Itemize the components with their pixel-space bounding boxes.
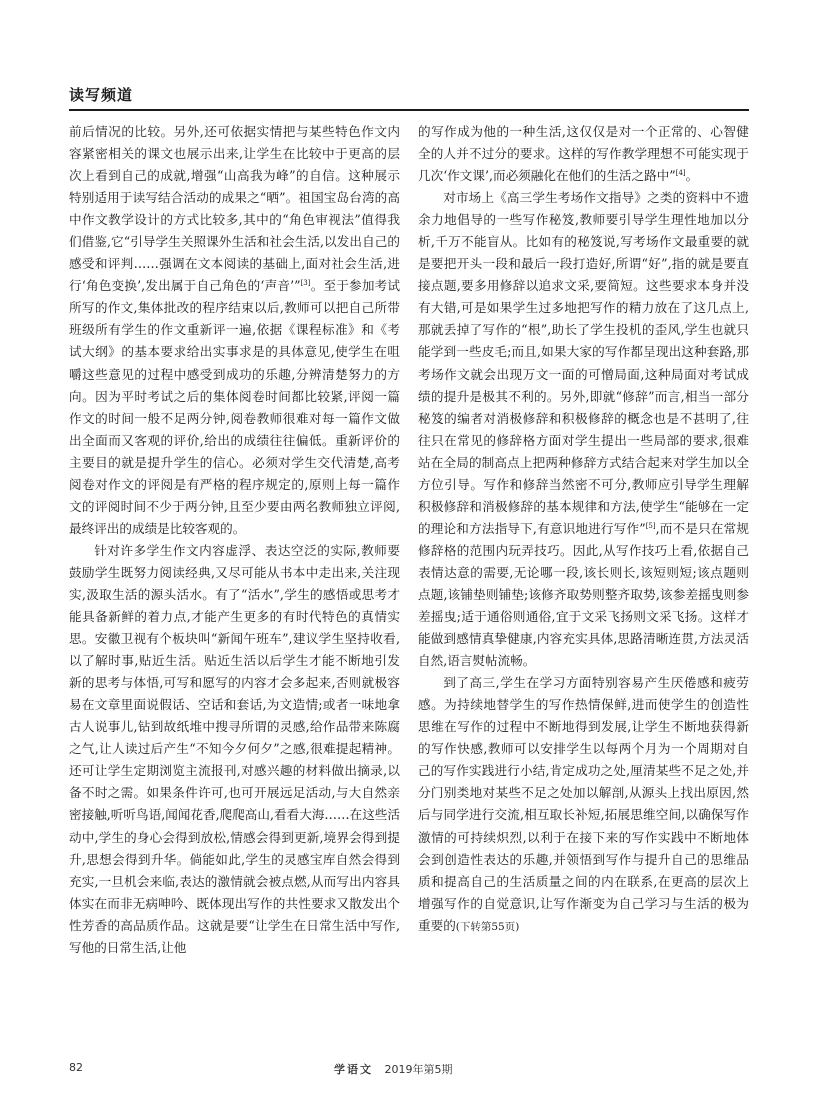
journal-name: 学语文 [334, 1063, 373, 1076]
journal-info [334, 1061, 453, 1077]
paragraph: 前后情况的比较。另外,还可依据实情把与某些特色作文内容紧密相关的课文也展示出来,让学生在比较中于更高的层次上看到自己的成就,增强“山高我为峰”的自信。这种展示特别适用于读写结合活动的成果之“晒”。祖国宝岛台湾的高中作文教学设计的方式比较多,其中的“角色审视法”值得我们借鉴,它“引导学生关照课外生活和社会生活,以发出自己的感受和评判……强调在文本阅读的基础上,面对社会生活,进行‘角色变换’,发出属于自己角色的‘声音’”[3]。至于参加考试所写的作文,集体批改的程序结束以后,教师可以把自己所带班级所有学生的作文重新评一遍,依据《课程标准》和《考试大纲》的基本要求给出实事求是的具体意见,使学生在咀嚼这些意见的过程中感受到成功的乐趣,分辨清楚努力的方向。因为平时考试之后的集体阅卷时间都比较紧,评阅一篇作文的时间一般不足两分钟,阅卷教师很难对每一篇作文做出全面而又客观的评价,给出的成绩往往偏低。重新评价的主要目的就是提升学生的信心。必须对学生交代清楚,高考阅卷对作文的评阅是有严格的程序规定的,原则上每一篇作文的评阅时间不少于两分钟,且至少要由两名教师独立评阅,最终评出的成绩是比较客观的。 [69, 124, 400, 536]
left-column [69, 121, 400, 959]
section-title: 读写频道 [69, 86, 134, 104]
paragraph: 的写作成为他的一种生活,这仅仅是对一个正常的、心智健全的人并不过分的要求。这样的写作教学理想不可能实现于几次‘作文课’,而必须融化在他们的生活之路中”[4]。 [418, 124, 749, 184]
citation-ref: [5] [645, 521, 656, 530]
header-divider [69, 109, 749, 111]
right-column [418, 121, 749, 938]
issue-label: 2019年第5期 [384, 1063, 453, 1076]
paragraph: 针对许多学生作文内容虚浮、表达空泛的实际,教师要鼓励学生既努力阅读经典,又尽可能从书本中走出来,关注现实,汲取生活的源头活水。有了“活水”,学生的感悟或思考才能具备新鲜的着力点,才能产生更多的有时代特色的真情实思。安徽卫视有个板块叫“新闻午班车”,建议学生坚持收看,以了解时事,贴近生活。贴近生活以后学生才能不断地引发新的思考与体悟,可写和愿写的内容才会多起来,否则就极容易在文章里面说假话、空话和套话,为文造情;或者一味地拿古人说事儿,钻到故纸堆中搜寻所谓的灵感,给作品带来陈腐之气,让人读过后产生“不知今夕何夕”之感,很难提起精神。还可让学生定期浏览主流报刊,对感兴趣的材料做出摘录,以备不时之需。如果条件许可,也可开展远足活动,与大自然亲密接触,听听鸟语,闻闻花香,爬爬高山,看看大海……在这些活动中,学生的身心会得到放松,情感会得到更新,境界会得到提升,思想会得到升华。倘能如此,学生的灵感宝库自然会得到充实,一旦机会来临,表达的激情就会被点燃,从而写出内容具体实在而非无病呻吟、既体现出写作的共性要求又散发出个性芳香的高品质作品。这就是要“让学生在日常生活中写作,写他的日常生活,让他 [69, 542, 400, 955]
paragraph: 到了高三,学生在学习方面特别容易产生厌倦感和疲劳感。为持续地替学生的写作热情保鲜,进而使学生的创造性思维在写作的过程中不断地得到发展,让学生不断地获得新的写作快感,教师可以安排学生以每两个月为一个周期对自己的写作实践进行小结,肯定成功之处,厘清某些不足之处,并分门别类地对某些不足之处加以解剖,从源头上找出原因,然后与同学进行交流,相互取长补短,拓展思维空间,以确保写作激情的可持续炽烈,以利于在接下来的写作实践中不断地体会到创造性表达的乐趣,并领悟到写作与提升自己的思维品质和提高自己的生活质量之间的内在联系,在更高的层次上增强写作的自觉意识,让写作渐变为自己学习与生活的极为重要的(下转第55页) [418, 675, 749, 933]
page-number: 82 [69, 1061, 83, 1074]
continuation-note: (下转第55页) [455, 920, 520, 933]
citation-ref: [3] [300, 279, 311, 288]
citation-ref: [4] [675, 169, 686, 178]
paragraph: 对市场上《高三学生考场作文指导》之类的资料中不遗余力地倡导的一些写作秘笈,教师要引导学生理性地加以分析,千万不能盲从。比如有的秘笈说,写考场作文最重要的就是要把开头一段和最后一段打造好,所谓“好”,指的就是要直接点题,要多用修辞以追求文采,要简短。这些要求本身并没有大错,可是如果学生过多地把写作的精力放在了这几点上,那就丢掉了写作的“根”,助长了学生投机的歪风,学生也就只能学到一些皮毛;而且,如果大家的写作都呈现出这种套路,那考场作文就会出现万文一面的可憎局面,这种局面对考试成绩的提升是极其不利的。另外,即就“修辞”而言,相当一部分秘笈的编者对消极修辞和积极修辞的概念也是不甚明了,往往只在常见的修辞格方面对学生提出一些局部的要求,很难站在全局的制高点上把两种修辞方式结合起来对学生加以全方位引导。写作和修辞当然密不可分,教师应引导学生理解积极修辞和消极修辞的基本规律和方法,使学生“能够在一定的理论和方法指导下,有意识地进行写作”[5],而不是只在常规修辞格的范围内玩弄技巧。因此,从写作技巧上看,依据自己表情达意的需要,无论哪一段,该长则长,该短则短;该点题则点题,该铺垫则铺垫;该修齐取势则整齐取势,该参差摇曳则参差摇曳;适于通俗则通俗,宜于文采飞扬则文采飞扬。这样才能做到感情真挚健康,内容充实具体,思路清晰连贯,方法灵活自然,语言熨帖流畅。 [418, 190, 749, 669]
